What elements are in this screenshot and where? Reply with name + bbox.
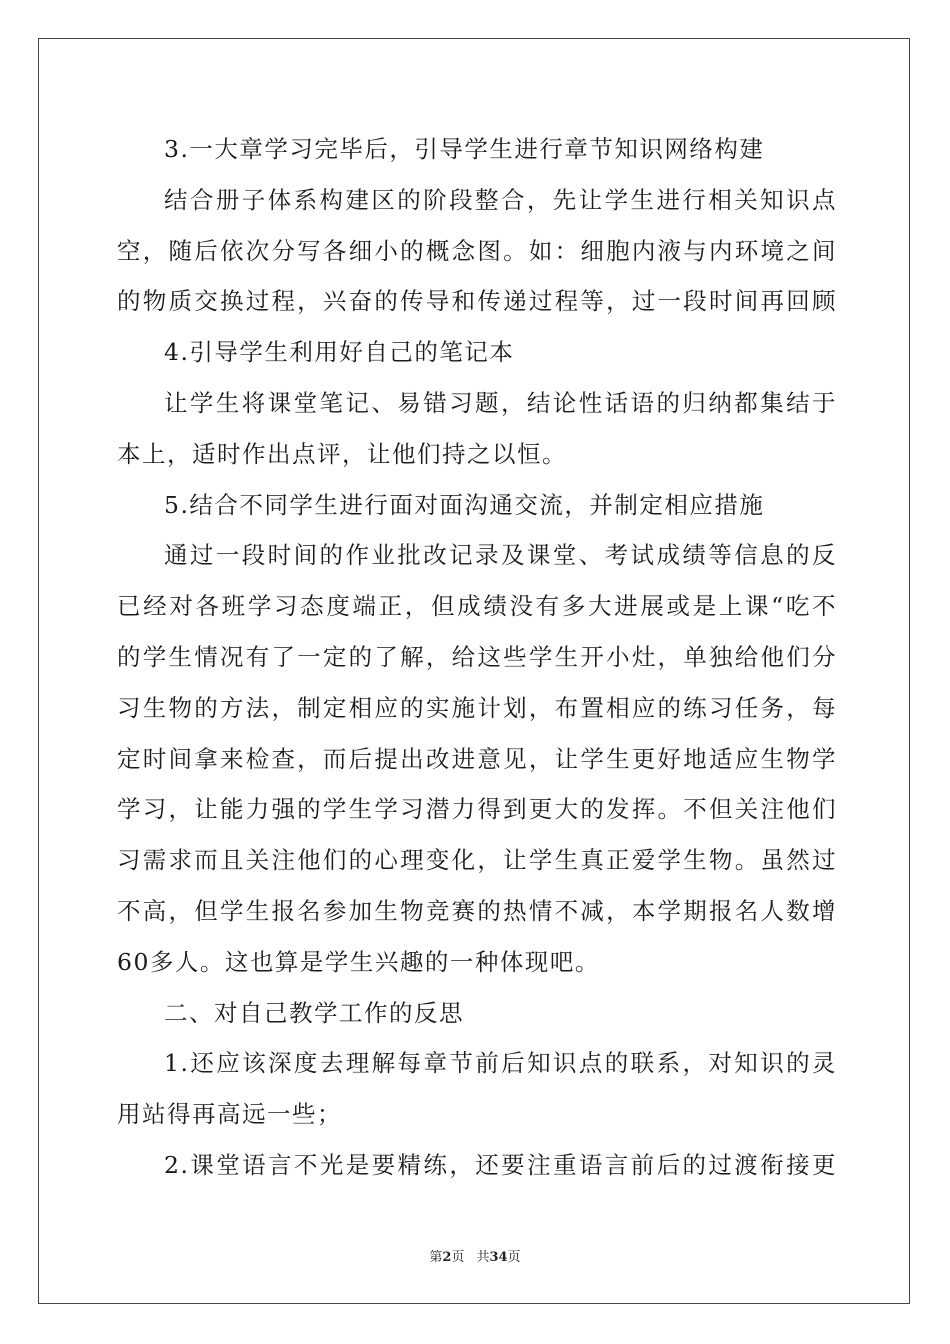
total-suffix: 页 [507, 1250, 521, 1265]
paragraph-line: 用站得再高远一些； [117, 1100, 342, 1129]
paragraph-line: 的物质交换过程，兴奋的传导和传递过程等，过一段时间再回顾 [117, 287, 837, 316]
paragraph-line: 不高，但学生报名参加生物竞赛的热情不减，本学期报名人数增 [117, 896, 837, 925]
section-heading: 二、对自己教学工作的反思 [164, 998, 464, 1027]
paragraph-line: 学习，让能力强的学生学习潜力得到更大的发挥。不但关注他们 [117, 795, 837, 824]
paragraph-line: 2.课堂语言不光是要精练，还要注重语言前后的过渡衔接更 [164, 1150, 837, 1179]
page-footer [0, 1246, 950, 1265]
paragraph-line: 让学生将课堂笔记、易错习题，结论性话语的归纳都集结于 [164, 388, 837, 417]
paragraph-line: 习生物的方法，制定相应的实施计划，布置相应的练习任务，每 [117, 693, 837, 722]
page-suffix: 页 [451, 1250, 465, 1265]
paragraph-line: 习需求而且关注他们的心理变化，让学生真正爱学生物。虽然过 [117, 846, 837, 875]
paragraph-line: 的学生情况有了一定的了解，给这些学生开小灶，单独给他们分 [117, 642, 837, 671]
paragraph-line: 3.一大章学习完毕后，引导学生进行章节知识网络构建 [164, 135, 765, 163]
paragraph-line: 1.还应该深度去理解每章节前后知识点的联系，对知识的灵 [164, 1049, 837, 1078]
paragraph-line: 60多人。这也算是学生兴趣的一种体现吧。 [117, 947, 600, 976]
paragraph-line: 本上，适时作出点评，让他们持之以恒。 [117, 439, 567, 468]
page-number: 2 [442, 1250, 452, 1265]
total-prefix: 共 [476, 1250, 490, 1265]
page-prefix: 第 [429, 1250, 443, 1265]
document-body [117, 124, 837, 1191]
paragraph-line: 空，随后依次分写各细小的概念图。如：细胞内液与内环境之间 [117, 236, 837, 265]
paragraph-line: 4.引导学生利用好自己的笔记本 [164, 338, 515, 367]
paragraph-line: 结合册子体系构建区的阶段整合，先让学生进行相关知识点 [164, 185, 837, 214]
paragraph-line: 已经对各班学习态度端正，但成绩没有多大进展或是上课“吃不 [117, 592, 837, 621]
total-pages: 34 [489, 1250, 508, 1265]
paragraph-line: 定时间拿来检查，而后提出改进意见，让学生更好地适应生物学 [117, 744, 837, 773]
paragraph-line: 通过一段时间的作业批改记录及课堂、考试成绩等信息的反 [164, 541, 837, 570]
paragraph-line: 5.结合不同学生进行面对面沟通交流，并制定相应措施 [164, 490, 765, 519]
